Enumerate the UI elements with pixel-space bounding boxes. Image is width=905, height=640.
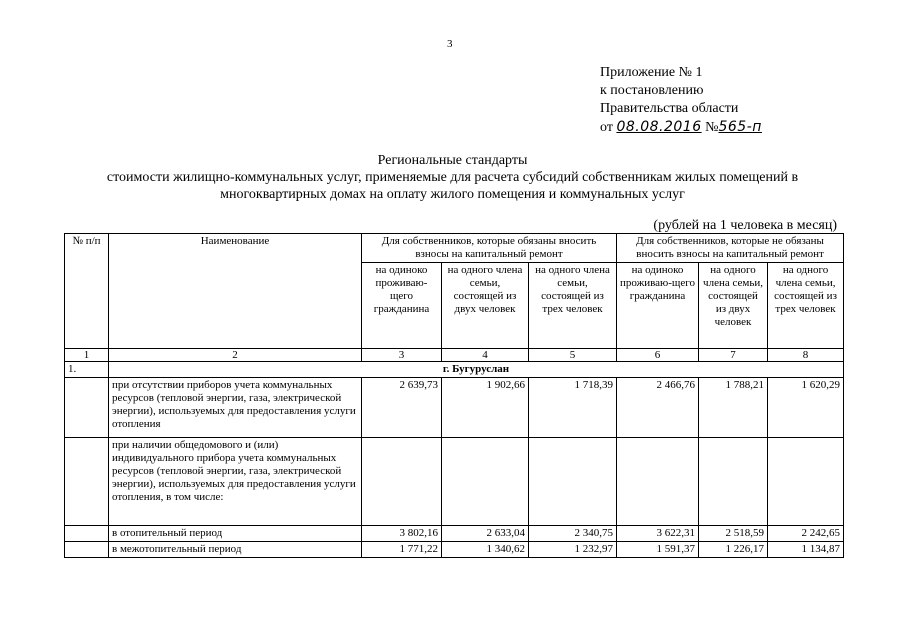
section-city: г. Бугуруслан (109, 362, 844, 378)
unit-note: (рублей на 1 человека в месяц) (653, 218, 837, 233)
row-value (529, 438, 617, 526)
col-number: 1 (65, 349, 109, 362)
header-group-with-repair: Для собственников, которые обязаны вносить взносы на капитальный ремонт (362, 234, 617, 263)
row-value (768, 438, 844, 526)
col-number: 7 (699, 349, 768, 362)
row-value: 1 620,29 (768, 378, 844, 438)
table-row (65, 542, 844, 558)
table-row (65, 526, 844, 542)
page-number: 3 (447, 38, 453, 50)
col-number: 3 (362, 349, 442, 362)
col-number: 5 (529, 349, 617, 362)
row-num (65, 378, 109, 438)
row-value: 1 232,97 (529, 542, 617, 558)
row-name: при наличии общедомового и (или) индивидуального прибора учета коммунальных ресурсов (тепловой энергии, газа, электрической энергии), используемых для предоставления услуги отопления, в том числе: (109, 438, 362, 526)
row-value: 2 518,59 (699, 526, 768, 542)
appendix-decree-line (600, 118, 762, 137)
row-value: 2 466,76 (617, 378, 699, 438)
table-row (65, 438, 844, 526)
row-num (65, 526, 109, 542)
row-value: 1 902,66 (442, 378, 529, 438)
title-line-2: стоимости жилищно-коммунальных услуг, применяемые для расчета субсидий собственникам жилых помещений в (106, 170, 799, 185)
row-num (65, 542, 109, 558)
section-row (65, 362, 844, 378)
header-sub-5: на одного члена семьи, состоящей из двух человек (699, 263, 768, 349)
section-num: 1. (65, 362, 109, 378)
row-value: 2 242,65 (768, 526, 844, 542)
header-sub-3: на одного члена семьи, состоящей из трех человек (529, 263, 617, 349)
col-number: 6 (617, 349, 699, 362)
row-value (617, 438, 699, 526)
header-sub-2: на одного члена семьи, состоящей из двух человек (442, 263, 529, 349)
row-value: 3 802,16 (362, 526, 442, 542)
title-line-1: Региональные стандарты (377, 153, 528, 168)
row-value (699, 438, 768, 526)
row-value: 3 622,31 (617, 526, 699, 542)
row-value: 2 639,73 (362, 378, 442, 438)
decree-number: 565-п (718, 119, 762, 135)
appendix-line-2: к постановлению (600, 83, 704, 98)
row-value (362, 438, 442, 526)
row-value (442, 438, 529, 526)
title-line-3: многоквартирных домах на оплату жилого помещения и коммунальных услуг (220, 187, 685, 202)
appendix-line-3: Правительства области (600, 101, 739, 116)
row-name: в межотопительный период (109, 542, 362, 558)
row-value: 2 633,04 (442, 526, 529, 542)
header-sub-6: на одного члена семьи, состоящей из трех человек (768, 263, 844, 349)
header-group-without-repair: Для собственников, которые не обязаны вносить взносы на капитальный ремонт (617, 234, 844, 263)
row-value: 1 134,87 (768, 542, 844, 558)
header-sub-1: на одиноко проживаю-щего гражданина (362, 263, 442, 349)
header-num: № п/п (65, 234, 109, 349)
row-value: 1 591,37 (617, 542, 699, 558)
row-value: 1 771,22 (362, 542, 442, 558)
row-value: 1 718,39 (529, 378, 617, 438)
row-value: 2 340,75 (529, 526, 617, 542)
row-value: 1 788,21 (699, 378, 768, 438)
row-value: 1 226,17 (699, 542, 768, 558)
col-number: 8 (768, 349, 844, 362)
header-name: Наименование (109, 234, 362, 349)
col-number: 2 (109, 349, 362, 362)
row-num (65, 438, 109, 526)
column-numbers-row (65, 349, 844, 362)
header-row-1 (65, 234, 844, 263)
decree-date: 08.08.2016 (616, 119, 702, 135)
standards-table (64, 233, 844, 558)
table-row (65, 378, 844, 438)
row-value: 1 340,62 (442, 542, 529, 558)
row-name: в отопительный период (109, 526, 362, 542)
from-label: от (600, 120, 613, 135)
header-sub-4: на одиноко проживаю-щего гражданина (617, 263, 699, 349)
number-label: № (705, 120, 719, 135)
col-number: 4 (442, 349, 529, 362)
appendix-line-1: Приложение № 1 (600, 65, 703, 80)
document-title (0, 152, 905, 203)
appendix-block (600, 64, 762, 137)
row-name: при отсутствии приборов учета коммунальных ресурсов (тепловой энергии, газа, электрической энергии), используемых для предоставления услуги отопления (109, 378, 362, 438)
